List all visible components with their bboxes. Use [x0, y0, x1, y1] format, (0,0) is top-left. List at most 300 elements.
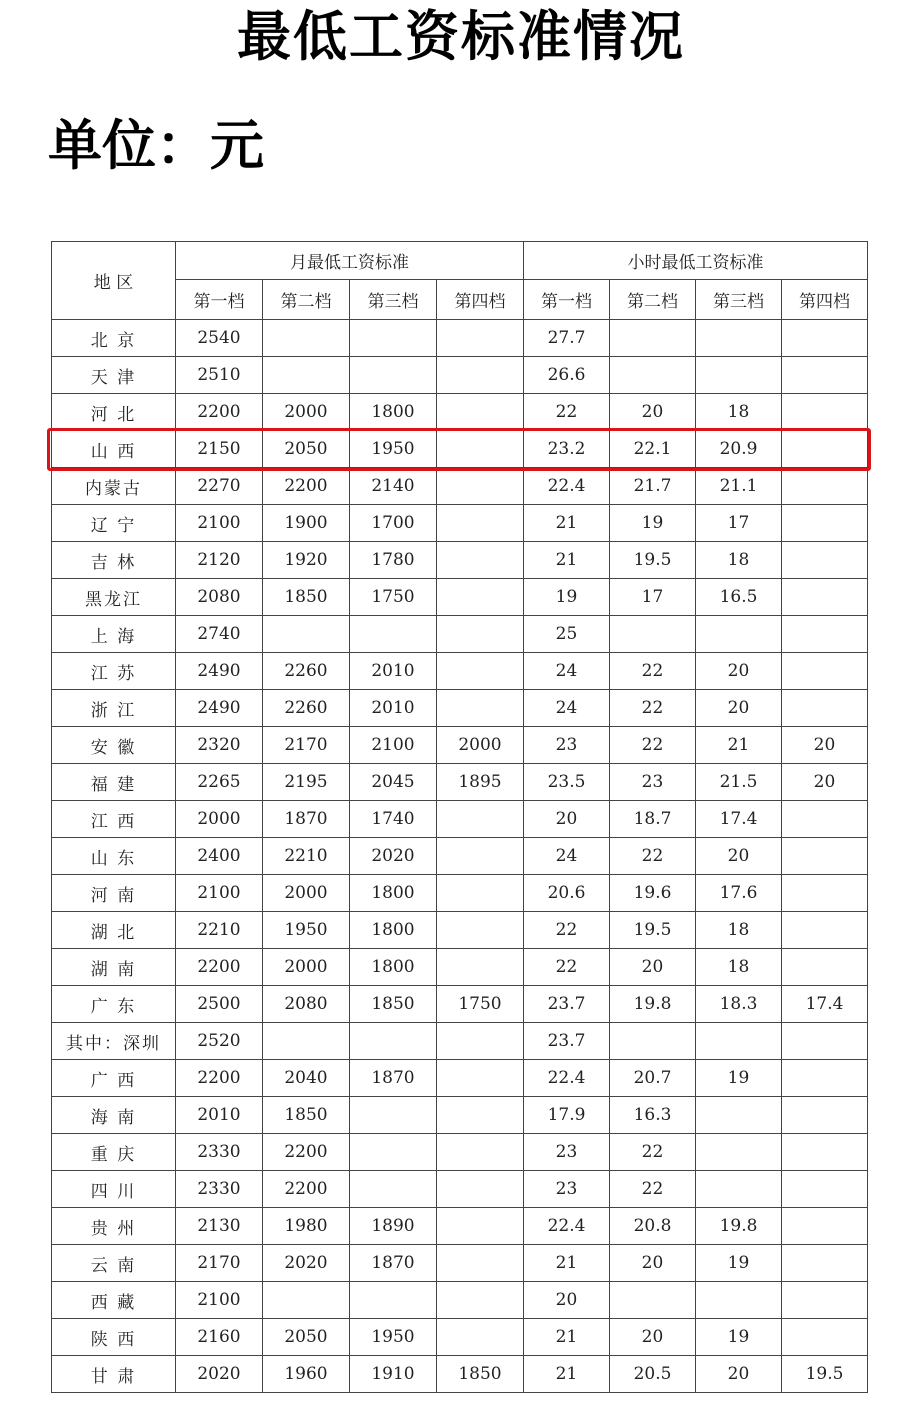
monthly-wage-cell: 2000: [176, 801, 263, 838]
hourly-wage-cell: [782, 1060, 868, 1097]
monthly-wage-header: 月最低工资标准: [176, 242, 524, 280]
hourly-wage-cell: [782, 1171, 868, 1208]
hourly-wage-cell: 22: [524, 949, 610, 986]
table-row: [52, 1134, 868, 1171]
hourly-wage-cell: 22.4: [524, 468, 610, 505]
monthly-wage-cell: 2000: [263, 949, 350, 986]
hourly-wage-cell: 22: [524, 912, 610, 949]
monthly-wage-cell: [263, 616, 350, 653]
monthly-wage-cell: 2050: [263, 431, 350, 468]
monthly-wage-cell: 1895: [437, 764, 524, 801]
hourly-wage-cell: 22.4: [524, 1060, 610, 1097]
region-cell: 辽 宁: [52, 505, 176, 542]
hourly-wage-cell: 23: [524, 1134, 610, 1171]
region-cell: 天 津: [52, 357, 176, 394]
monthly-wage-cell: 2100: [350, 727, 437, 764]
hourly-wage-cell: 20: [782, 727, 868, 764]
monthly-wage-cell: 2010: [176, 1097, 263, 1134]
monthly-wage-cell: 2520: [176, 1023, 263, 1060]
monthly-wage-cell: 2510: [176, 357, 263, 394]
hourly-wage-cell: 17.4: [696, 801, 782, 838]
region-cell: 山 东: [52, 838, 176, 875]
hourly-wage-cell: [782, 394, 868, 431]
hourly-wage-cell: 20: [610, 1319, 696, 1356]
hourly-wage-cell: [782, 1282, 868, 1319]
hourly-wage-cell: 22: [610, 727, 696, 764]
hourly-wage-cell: 20: [610, 394, 696, 431]
table-row: [52, 431, 868, 468]
region-cell: 上 海: [52, 616, 176, 653]
region-cell: 广 西: [52, 1060, 176, 1097]
region-cell: 河 北: [52, 394, 176, 431]
monthly-wage-cell: [437, 320, 524, 357]
monthly-wage-cell: 2500: [176, 986, 263, 1023]
monthly-wage-cell: 2210: [263, 838, 350, 875]
hourly-wage-cell: [782, 542, 868, 579]
hourly-wage-cell: 20: [696, 838, 782, 875]
monthly-wage-cell: 1910: [350, 1356, 437, 1393]
hourly-wage-cell: 23.7: [524, 1023, 610, 1060]
monthly-wage-cell: 2400: [176, 838, 263, 875]
hourly-wage-cell: [696, 616, 782, 653]
table-row: [52, 468, 868, 505]
monthly-wage-cell: 2740: [176, 616, 263, 653]
monthly-wage-cell: [437, 912, 524, 949]
region-cell: 广 东: [52, 986, 176, 1023]
hourly-wage-cell: [782, 616, 868, 653]
hourly-wage-cell: 19.5: [610, 912, 696, 949]
region-cell: 海 南: [52, 1097, 176, 1134]
monthly-wage-cell: 2540: [176, 320, 263, 357]
hourly-wage-cell: [782, 1023, 868, 1060]
monthly-wage-cell: [350, 357, 437, 394]
hourly-wage-cell: 21: [524, 1356, 610, 1393]
hourly-wage-cell: 21.1: [696, 468, 782, 505]
monthly-wage-cell: 2170: [263, 727, 350, 764]
table-row: [52, 690, 868, 727]
hourly-wage-cell: 19.8: [610, 986, 696, 1023]
monthly-wage-cell: 1850: [263, 579, 350, 616]
hourly-wage-cell: [782, 357, 868, 394]
table-row: [52, 1245, 868, 1282]
table-row: [52, 1171, 868, 1208]
hourly-wage-cell: 18: [696, 949, 782, 986]
hourly-wage-cell: 20: [696, 690, 782, 727]
hourly-wage-cell: [696, 357, 782, 394]
tier-header: 第三档: [350, 280, 437, 320]
hourly-wage-cell: [782, 949, 868, 986]
monthly-wage-cell: [263, 357, 350, 394]
table-row: [52, 986, 868, 1023]
hourly-wage-cell: 20: [524, 801, 610, 838]
monthly-wage-cell: 2050: [263, 1319, 350, 1356]
hourly-wage-cell: 26.6: [524, 357, 610, 394]
monthly-wage-cell: [437, 394, 524, 431]
hourly-wage-cell: [610, 320, 696, 357]
hourly-wage-cell: [610, 616, 696, 653]
monthly-wage-cell: [437, 1208, 524, 1245]
tier-header: 第一档: [524, 280, 610, 320]
monthly-wage-cell: 2170: [176, 1245, 263, 1282]
monthly-wage-cell: 2330: [176, 1134, 263, 1171]
monthly-wage-cell: 1960: [263, 1356, 350, 1393]
hourly-wage-cell: 25: [524, 616, 610, 653]
monthly-wage-cell: 1740: [350, 801, 437, 838]
monthly-wage-cell: [437, 357, 524, 394]
table-row: [52, 727, 868, 764]
monthly-wage-cell: [437, 505, 524, 542]
hourly-wage-cell: 19: [696, 1319, 782, 1356]
monthly-wage-cell: 2200: [263, 1134, 350, 1171]
region-cell: 内蒙古: [52, 468, 176, 505]
monthly-wage-cell: 2260: [263, 653, 350, 690]
monthly-wage-cell: 2080: [263, 986, 350, 1023]
monthly-wage-cell: 2160: [176, 1319, 263, 1356]
region-cell: 甘 肃: [52, 1356, 176, 1393]
hourly-wage-cell: [782, 1319, 868, 1356]
monthly-wage-cell: 1900: [263, 505, 350, 542]
hourly-wage-cell: 23: [610, 764, 696, 801]
table-row: [52, 1097, 868, 1134]
hourly-wage-cell: 21: [524, 505, 610, 542]
monthly-wage-cell: 2320: [176, 727, 263, 764]
monthly-wage-cell: 2000: [263, 875, 350, 912]
hourly-wage-cell: 19.6: [610, 875, 696, 912]
hourly-wage-cell: [610, 357, 696, 394]
region-cell: 湖 南: [52, 949, 176, 986]
hourly-wage-cell: 22: [610, 1171, 696, 1208]
hourly-wage-cell: 18: [696, 394, 782, 431]
monthly-wage-cell: 1750: [350, 579, 437, 616]
monthly-wage-cell: [437, 653, 524, 690]
monthly-wage-cell: 1980: [263, 1208, 350, 1245]
hourly-wage-cell: 24: [524, 838, 610, 875]
hourly-wage-cell: 21: [524, 1245, 610, 1282]
hourly-wage-cell: 19: [610, 505, 696, 542]
tier-header: 第四档: [437, 280, 524, 320]
hourly-wage-cell: [782, 505, 868, 542]
monthly-wage-cell: 2010: [350, 653, 437, 690]
monthly-wage-cell: [437, 690, 524, 727]
hourly-wage-cell: 22: [610, 1134, 696, 1171]
hourly-wage-cell: 23.5: [524, 764, 610, 801]
tier-header: 第二档: [263, 280, 350, 320]
monthly-wage-cell: [437, 1060, 524, 1097]
hourly-wage-cell: [696, 1097, 782, 1134]
monthly-wage-cell: 2140: [350, 468, 437, 505]
monthly-wage-cell: 1870: [263, 801, 350, 838]
monthly-wage-cell: 2000: [263, 394, 350, 431]
table-row: [52, 912, 868, 949]
hourly-wage-cell: 23: [524, 1171, 610, 1208]
hourly-wage-cell: 19.5: [782, 1356, 868, 1393]
monthly-wage-cell: 2020: [176, 1356, 263, 1393]
monthly-wage-cell: [263, 1023, 350, 1060]
region-cell: 四 川: [52, 1171, 176, 1208]
unit-label: 单位：元: [48, 114, 264, 177]
monthly-wage-cell: 2100: [176, 875, 263, 912]
monthly-wage-cell: [437, 838, 524, 875]
hourly-wage-cell: [782, 838, 868, 875]
region-cell: 吉 林: [52, 542, 176, 579]
monthly-wage-cell: [437, 801, 524, 838]
monthly-wage-cell: 1890: [350, 1208, 437, 1245]
table-row: [52, 653, 868, 690]
table-row: [52, 764, 868, 801]
hourly-wage-cell: 18.3: [696, 986, 782, 1023]
monthly-wage-cell: [437, 1023, 524, 1060]
region-cell: 湖 北: [52, 912, 176, 949]
hourly-wage-cell: 20.5: [610, 1356, 696, 1393]
region-cell: 河 南: [52, 875, 176, 912]
region-cell: 贵 州: [52, 1208, 176, 1245]
tier-header: 第三档: [696, 280, 782, 320]
monthly-wage-cell: 1800: [350, 394, 437, 431]
monthly-wage-cell: 2020: [350, 838, 437, 875]
table-row: [52, 542, 868, 579]
monthly-wage-cell: [437, 1097, 524, 1134]
monthly-wage-cell: [437, 431, 524, 468]
hourly-wage-cell: 17.6: [696, 875, 782, 912]
monthly-wage-cell: 1920: [263, 542, 350, 579]
region-cell: 北 京: [52, 320, 176, 357]
hourly-wage-cell: 19.8: [696, 1208, 782, 1245]
monthly-wage-cell: 2330: [176, 1171, 263, 1208]
monthly-wage-cell: [437, 468, 524, 505]
hourly-wage-cell: 18: [696, 912, 782, 949]
monthly-wage-cell: [350, 1171, 437, 1208]
table-row: [52, 394, 868, 431]
monthly-wage-cell: 1800: [350, 875, 437, 912]
region-cell: 云 南: [52, 1245, 176, 1282]
monthly-wage-cell: 1780: [350, 542, 437, 579]
region-cell: 山 西: [52, 431, 176, 468]
hourly-wage-cell: 21: [524, 1319, 610, 1356]
monthly-wage-cell: [350, 1023, 437, 1060]
hourly-wage-cell: 16.5: [696, 579, 782, 616]
hourly-wage-cell: [782, 912, 868, 949]
table-row: [52, 505, 868, 542]
monthly-wage-cell: [350, 616, 437, 653]
hourly-wage-cell: 16.3: [610, 1097, 696, 1134]
monthly-wage-cell: 2490: [176, 653, 263, 690]
hourly-wage-cell: 20.9: [696, 431, 782, 468]
tier-header: 第一档: [176, 280, 263, 320]
monthly-wage-cell: 1800: [350, 949, 437, 986]
monthly-wage-cell: 2195: [263, 764, 350, 801]
monthly-wage-cell: 2490: [176, 690, 263, 727]
monthly-wage-cell: 1870: [350, 1245, 437, 1282]
monthly-wage-cell: 1850: [350, 986, 437, 1023]
monthly-wage-cell: 2270: [176, 468, 263, 505]
hourly-wage-cell: [782, 579, 868, 616]
hourly-wage-cell: 24: [524, 653, 610, 690]
table-row: [52, 838, 868, 875]
monthly-wage-cell: 2200: [176, 394, 263, 431]
hourly-wage-cell: 18.7: [610, 801, 696, 838]
hourly-wage-cell: [782, 875, 868, 912]
monthly-wage-cell: 2130: [176, 1208, 263, 1245]
monthly-wage-cell: 2020: [263, 1245, 350, 1282]
region-header: 地 区: [52, 242, 176, 320]
hourly-wage-cell: 21.5: [696, 764, 782, 801]
monthly-wage-cell: 2000: [437, 727, 524, 764]
hourly-wage-cell: 17: [610, 579, 696, 616]
monthly-wage-cell: [263, 320, 350, 357]
hourly-wage-cell: 22: [610, 838, 696, 875]
hourly-wage-cell: [782, 1134, 868, 1171]
hourly-wage-cell: 22: [610, 690, 696, 727]
hourly-wage-cell: [782, 431, 868, 468]
region-cell: 安 徽: [52, 727, 176, 764]
monthly-wage-cell: 1800: [350, 912, 437, 949]
region-cell: 西 藏: [52, 1282, 176, 1319]
table-row: [52, 949, 868, 986]
table-row: [52, 1282, 868, 1319]
monthly-wage-cell: [437, 1245, 524, 1282]
monthly-wage-cell: 2210: [176, 912, 263, 949]
hourly-wage-cell: [696, 1134, 782, 1171]
table-row: [52, 1319, 868, 1356]
monthly-wage-cell: 2265: [176, 764, 263, 801]
monthly-wage-cell: [437, 1171, 524, 1208]
table-row: [52, 616, 868, 653]
monthly-wage-cell: [350, 320, 437, 357]
hourly-wage-cell: 23.7: [524, 986, 610, 1023]
monthly-wage-cell: 1950: [350, 431, 437, 468]
region-cell: 陕 西: [52, 1319, 176, 1356]
hourly-wage-cell: 20: [610, 949, 696, 986]
hourly-wage-cell: [782, 320, 868, 357]
hourly-wage-cell: [696, 1023, 782, 1060]
monthly-wage-cell: [437, 949, 524, 986]
monthly-wage-cell: 2080: [176, 579, 263, 616]
hourly-wage-cell: 21.7: [610, 468, 696, 505]
hourly-wage-cell: 22: [610, 653, 696, 690]
region-cell: 重 庆: [52, 1134, 176, 1171]
monthly-wage-cell: [350, 1282, 437, 1319]
monthly-wage-cell: 2100: [176, 505, 263, 542]
monthly-wage-cell: 1950: [263, 912, 350, 949]
table-row: [52, 1023, 868, 1060]
table-row: [52, 1356, 868, 1393]
hourly-wage-cell: [610, 1282, 696, 1319]
hourly-wage-cell: 22.1: [610, 431, 696, 468]
hourly-wage-cell: 22.4: [524, 1208, 610, 1245]
monthly-wage-cell: [437, 1319, 524, 1356]
monthly-wage-cell: 2120: [176, 542, 263, 579]
region-cell: 江 西: [52, 801, 176, 838]
monthly-wage-cell: 2010: [350, 690, 437, 727]
hourly-wage-cell: [782, 468, 868, 505]
monthly-wage-cell: 2200: [263, 1171, 350, 1208]
page-title: 最低工资标准情况: [237, 5, 685, 68]
tier-header: 第二档: [610, 280, 696, 320]
hourly-wage-cell: 22: [524, 394, 610, 431]
minimum-wage-table: [51, 241, 868, 1393]
hourly-wage-cell: 21: [524, 542, 610, 579]
monthly-wage-cell: 2200: [176, 1060, 263, 1097]
hourly-wage-cell: [610, 1023, 696, 1060]
monthly-wage-cell: 1870: [350, 1060, 437, 1097]
monthly-wage-cell: 2150: [176, 431, 263, 468]
hourly-wage-cell: 20: [696, 653, 782, 690]
table-body: [52, 320, 868, 1393]
hourly-wage-cell: 20.7: [610, 1060, 696, 1097]
monthly-wage-cell: [437, 542, 524, 579]
hourly-wage-header: 小时最低工资标准: [524, 242, 868, 280]
monthly-wage-cell: [437, 1282, 524, 1319]
hourly-wage-cell: 20.6: [524, 875, 610, 912]
monthly-wage-cell: [350, 1134, 437, 1171]
monthly-wage-cell: 2200: [263, 468, 350, 505]
hourly-wage-cell: 19: [696, 1245, 782, 1282]
hourly-wage-cell: 21: [696, 727, 782, 764]
region-cell: 福 建: [52, 764, 176, 801]
hourly-wage-cell: [782, 653, 868, 690]
monthly-wage-cell: 1850: [437, 1356, 524, 1393]
table-row: [52, 875, 868, 912]
hourly-wage-cell: 17.4: [782, 986, 868, 1023]
hourly-wage-cell: 20: [782, 764, 868, 801]
hourly-wage-cell: 19: [696, 1060, 782, 1097]
monthly-wage-cell: 1850: [263, 1097, 350, 1134]
table-row: [52, 320, 868, 357]
monthly-wage-cell: [437, 875, 524, 912]
hourly-wage-cell: 24: [524, 690, 610, 727]
monthly-wage-cell: 2260: [263, 690, 350, 727]
hourly-wage-cell: 23: [524, 727, 610, 764]
region-cell: 江 苏: [52, 653, 176, 690]
monthly-wage-cell: [437, 1134, 524, 1171]
hourly-wage-cell: 27.7: [524, 320, 610, 357]
table-row: [52, 1060, 868, 1097]
hourly-wage-cell: [782, 1245, 868, 1282]
monthly-wage-cell: 2045: [350, 764, 437, 801]
hourly-wage-cell: 18: [696, 542, 782, 579]
table-row: [52, 357, 868, 394]
hourly-wage-cell: 20: [524, 1282, 610, 1319]
table-row: [52, 579, 868, 616]
hourly-wage-cell: [696, 320, 782, 357]
hourly-wage-cell: 17.9: [524, 1097, 610, 1134]
region-cell: 其中：深圳: [52, 1023, 176, 1060]
monthly-wage-cell: 1750: [437, 986, 524, 1023]
hourly-wage-cell: [782, 801, 868, 838]
monthly-wage-cell: [437, 579, 524, 616]
hourly-wage-cell: [696, 1171, 782, 1208]
tier-header: 第四档: [782, 280, 868, 320]
hourly-wage-cell: 20: [610, 1245, 696, 1282]
monthly-wage-cell: 2200: [176, 949, 263, 986]
monthly-wage-cell: [350, 1097, 437, 1134]
region-cell: 黑龙江: [52, 579, 176, 616]
hourly-wage-cell: 23.2: [524, 431, 610, 468]
table-row: [52, 801, 868, 838]
hourly-wage-cell: 19.5: [610, 542, 696, 579]
hourly-wage-cell: [782, 1097, 868, 1134]
hourly-wage-cell: 20: [696, 1356, 782, 1393]
hourly-wage-cell: 20.8: [610, 1208, 696, 1245]
monthly-wage-cell: [437, 616, 524, 653]
monthly-wage-cell: [263, 1282, 350, 1319]
hourly-wage-cell: 17: [696, 505, 782, 542]
monthly-wage-cell: 1950: [350, 1319, 437, 1356]
table-row: [52, 1208, 868, 1245]
hourly-wage-cell: [696, 1282, 782, 1319]
monthly-wage-cell: 1700: [350, 505, 437, 542]
monthly-wage-cell: 2100: [176, 1282, 263, 1319]
